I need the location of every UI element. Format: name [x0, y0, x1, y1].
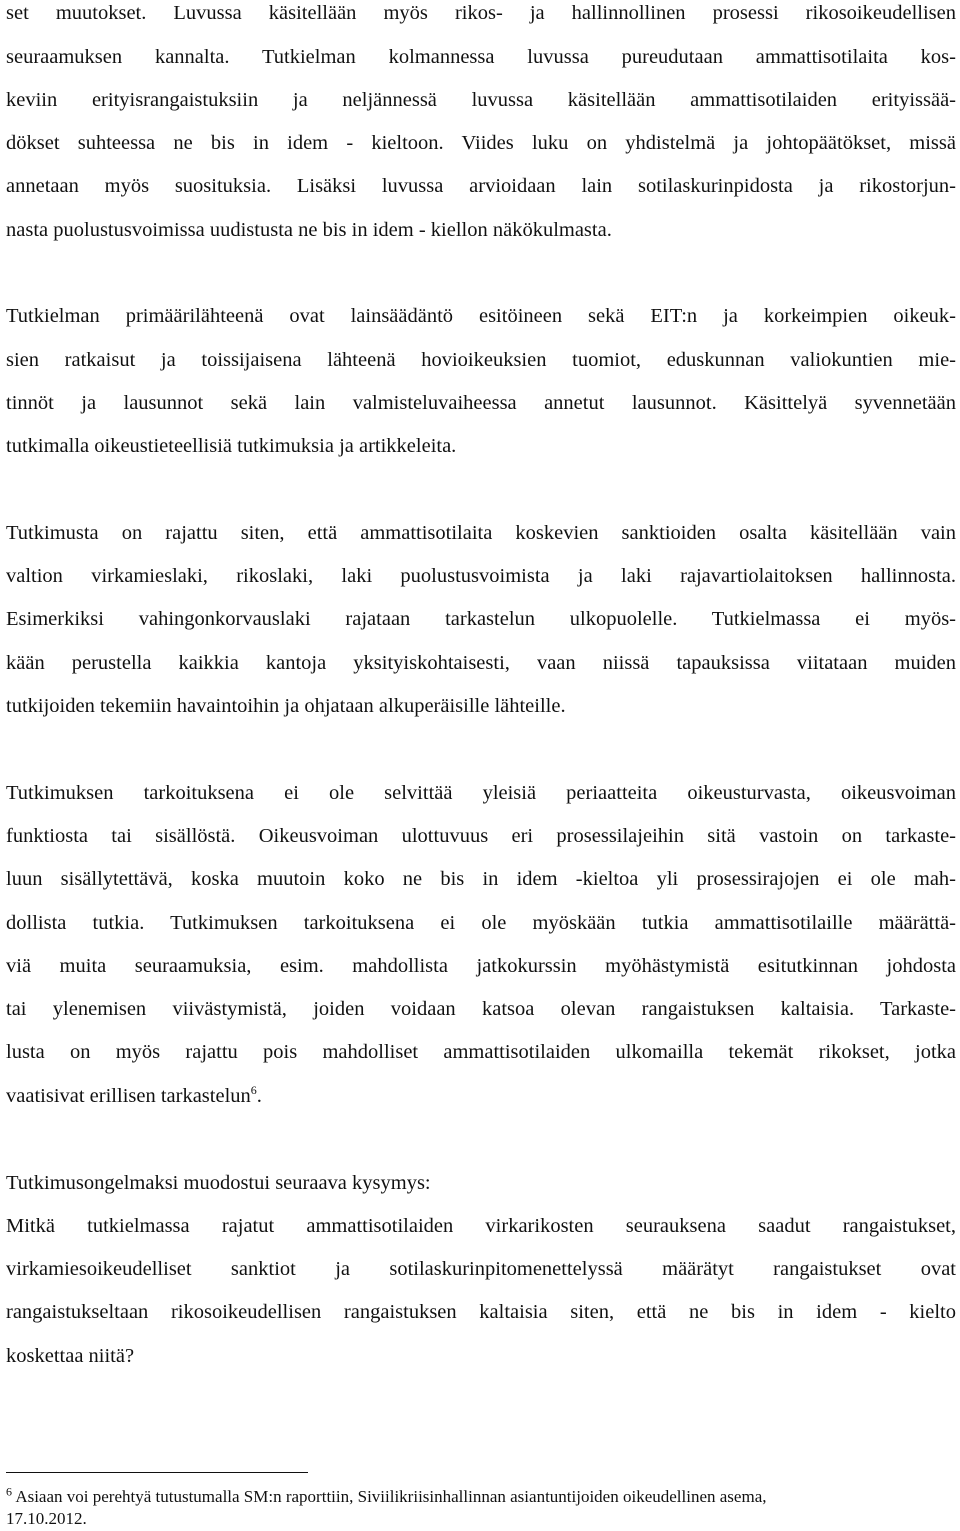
footnote-separator	[6, 1472, 308, 1473]
paragraph-4-line-6: tai ylenemisen viivästymistä, joiden voidaan katsoa olevan rangaistuksen kaltaisia. Tarkaste-	[6, 998, 956, 1020]
paragraph-4-line-8-tail: .	[256, 1085, 262, 1107]
research-question-line-3: rangaistukseltaan rikosoikeudellisen rangaistuksen kaltaisia siten, että ne bis in idem - kielto	[6, 1301, 956, 1323]
paragraph-3-line-2: valtion virkamieslaki, rikoslaki, laki puolustusvoimista ja laki rajavartiolaitoksen hallinnosta.	[6, 565, 956, 587]
paragraph-4-line-7: lusta on myös rajattu pois mahdolliset ammattisotilaiden ulkomailla tekemät rikokset, jotka	[6, 1041, 956, 1063]
footnote-text-1: Asiaan voi perehtyä tutustumalla SM:n raporttiin, Siviilikriisinhallinnan asiantuntijoiden oikeudellinen asema,	[15, 1487, 767, 1506]
research-question-line-2: virkamiesoikeudelliset sanktiot ja sotilaskurinpitomenettelyssä määrätyt rangaistukset ovat	[6, 1258, 956, 1280]
paragraph-1-line-1: set muutokset. Luvussa käsitellään myös rikos- ja hallinnollinen prosessi rikosoikeudellisen	[6, 2, 956, 24]
paragraph-3-line-1: Tutkimusta on rajattu siten, että ammattisotilaita koskevien sanktioiden osalta käsitellään vain	[6, 522, 956, 544]
paragraph-4-line-1: Tutkimuksen tarkoituksena ei ole selvittää yleisiä periaatteita oikeusturvasta, oikeusvoiman	[6, 782, 956, 804]
paragraph-1-line-5: annetaan myös suosituksia. Lisäksi luvussa arvioidaan lain sotilaskurinpidosta ja rikostorjun-	[6, 175, 956, 197]
paragraph-2-line-1: Tutkielman primäärilähteenä ovat lainsäädäntö esitöineen sekä EIT:n ja korkeimpien oikeuk-	[6, 305, 956, 327]
paragraph-1-line-2: seuraamuksen kannalta. Tutkielman kolmannessa luvussa pureudutaan ammattisotilaita kos-	[6, 46, 956, 68]
research-question-line-4: koskettaa niitä?	[6, 1345, 135, 1367]
paragraph-2-line-3: tinnöt ja lausunnot sekä lain valmisteluvaiheessa annetut lausunnot. Käsittelyä syvennetään	[6, 392, 956, 414]
paragraph-2-line-4: tutkimalla oikeustieteellisiä tutkimuksia ja artikkeleita.	[6, 435, 457, 457]
footnote-line-1	[6, 1486, 956, 1508]
footnote-number: 6	[6, 1484, 12, 1499]
footnote-line-2: 17.10.2012.	[6, 1509, 87, 1528]
paragraph-3-line-5: tutkijoiden tekemiin havaintoihin ja ohjataan alkuperäisille lähteille.	[6, 695, 566, 717]
paragraph-3-line-4: kään perustella kaikkia kantoja yksityiskohtaisesti, vaan niissä tapauksissa viitataan muiden	[6, 652, 956, 674]
research-question-line-1: Mitkä tutkielmassa rajatut ammattisotilaiden virkarikosten seurauksena saadut rangaistukset,	[6, 1215, 956, 1237]
paragraph-1-line-3: keviin erityisrangaistuksiin ja neljännessä luvussa käsitellään ammattisotilaiden erityissää-	[6, 89, 956, 111]
paragraph-2-line-2: sien ratkaisut ja toissijaisena lähteenä hovioikeuksien tuomiot, eduskunnan valiokuntien mie-	[6, 349, 956, 371]
paragraph-4-line-2: funktiosta tai sisällöstä. Oikeusvoiman ulottuvuus eri prosessilajeihin sitä vastoin on tarkaste-	[6, 825, 956, 847]
paragraph-1-line-4: dökset suhteessa ne bis in idem - kieltoon. Viides luku on yhdistelmä ja johtopäätökset, missä	[6, 132, 956, 154]
paragraph-3-line-3: Esimerkiksi vahingonkorvauslaki rajataan tarkastelun ulkopuolelle. Tutkielmassa ei myös-	[6, 608, 956, 630]
paragraph-1-line-6: nasta puolustusvoimissa uudistusta ne bis in idem - kiellon näkökulmasta.	[6, 219, 612, 241]
paragraph-4-line-4: dollista tutkia. Tutkimuksen tarkoituksena ei ole myöskään tutkia ammattisotilaille määrättä-	[6, 912, 956, 934]
research-question-intro: Tutkimusongelmaksi muodostui seuraava kysymys:	[6, 1172, 431, 1194]
paragraph-4-line-8	[6, 1083, 956, 1109]
paragraph-4-line-3: luun sisällytettävä, koska muutoin koko ne bis in idem -kieltoa yli prosessirajojen ei ole mah-	[6, 868, 956, 890]
paragraph-4-line-8-text: vaatisivat erillisen tarkastelun	[6, 1085, 251, 1107]
paragraph-4-line-5: viä muita seuraamuksia, esim. mahdollista jatkokurssin myöhästymistä esitutkinnan johdosta	[6, 955, 956, 977]
footnote-reference: 6	[250, 1083, 257, 1098]
